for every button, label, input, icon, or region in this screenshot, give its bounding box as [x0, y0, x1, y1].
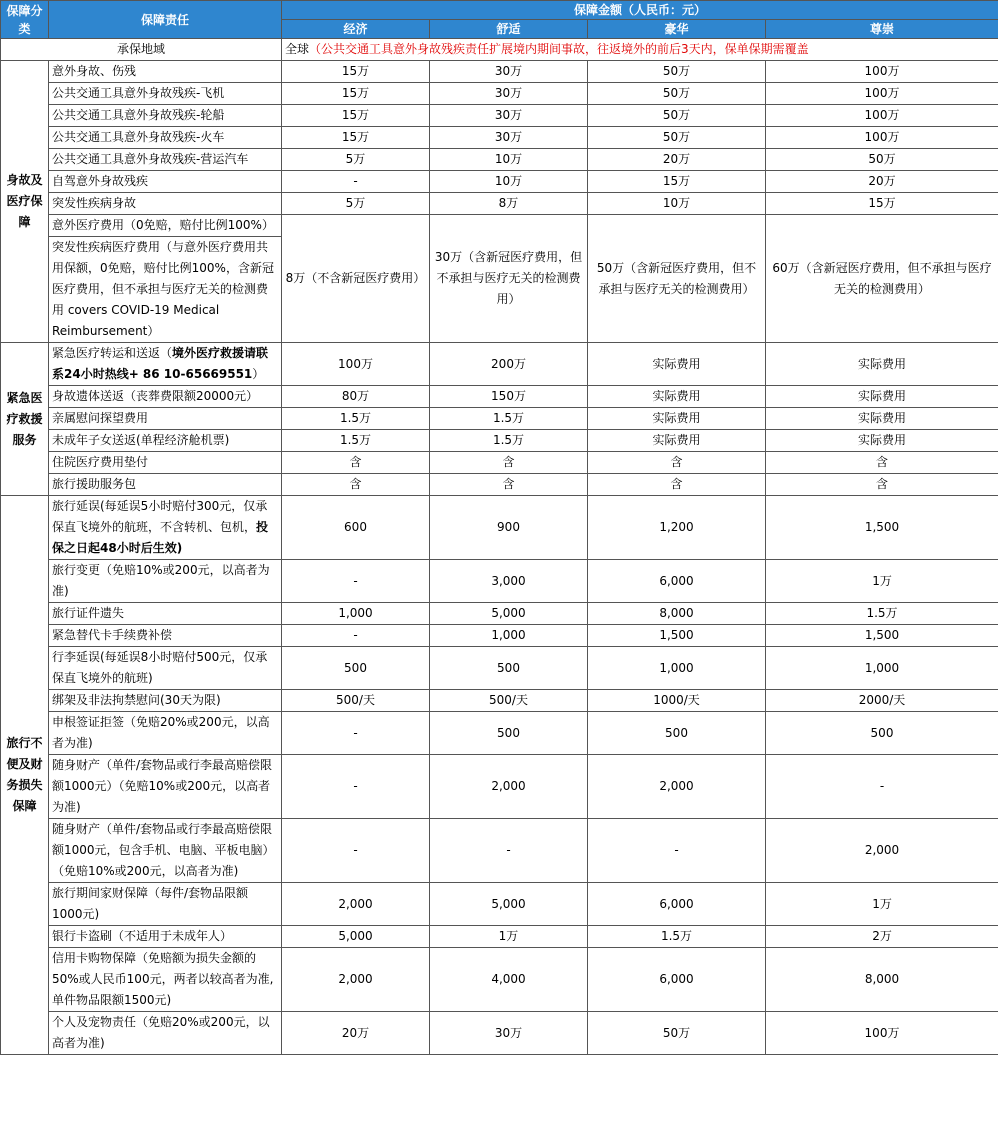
cell-luxury: 20万: [588, 149, 766, 171]
cell-comfort: 30万: [430, 127, 588, 149]
cell-luxury: 50万（含新冠医疗费用，但不承担与医疗无关的检测费用）: [588, 215, 766, 343]
cell-luxury: 50万: [588, 105, 766, 127]
table-row: [1, 625, 998, 647]
cell-comfort: 500: [430, 712, 588, 755]
table-row: [1, 193, 998, 215]
cell-supreme: 实际费用: [766, 386, 998, 408]
cell-supreme: 100万: [766, 1012, 998, 1055]
cell-luxury: 6,000: [588, 948, 766, 1012]
cell-supreme: 1,500: [766, 625, 998, 647]
cell-comfort: 30万: [430, 1012, 588, 1055]
table-row: [1, 171, 998, 193]
row-desc: 旅行证件遗失: [49, 603, 282, 625]
row-desc: 意外医疗费用（0免赔，赔付比例100%）: [49, 215, 282, 237]
cell-supreme: 8,000: [766, 948, 998, 1012]
row-desc: 意外身故、伤残: [49, 61, 282, 83]
cell-supreme: 20万: [766, 171, 998, 193]
cell-luxury: 实际费用: [588, 343, 766, 386]
header-category: 保障分类: [1, 1, 49, 39]
cell-economy: 2,000: [282, 948, 430, 1012]
category-travel-inconvenience: 旅行不便及财务损失保障: [1, 496, 49, 1055]
cell-economy: 含: [282, 474, 430, 496]
row-desc: 旅行期间家财保障（每件/套物品限额1000元): [49, 883, 282, 926]
cell-comfort: 含: [430, 474, 588, 496]
row-desc: [49, 496, 282, 560]
cell-supreme: 2万: [766, 926, 998, 948]
cell-supreme: 100万: [766, 127, 998, 149]
row-desc: 行李延误(每延误8小时赔付500元，仅承保直飞境外的航班): [49, 647, 282, 690]
cell-comfort: -: [430, 819, 588, 883]
table-row: [1, 755, 998, 819]
table-row: [1, 149, 998, 171]
row-desc: 公共交通工具意外身故残疾-飞机: [49, 83, 282, 105]
cell-economy: 1.5万: [282, 430, 430, 452]
cell-supreme: 50万: [766, 149, 998, 171]
table-row: [1, 603, 998, 625]
table-row: [1, 127, 998, 149]
table-row: [1, 712, 998, 755]
cell-supreme: 1,500: [766, 496, 998, 560]
row-desc: 突发性疾病医疗费用（与意外医疗费用共用保额，0免赔，赔付比例100%，含新冠医疗费用，但不承担与医疗无关的检测费用 covers COVID-19 Medical Reimbursement）: [49, 237, 282, 343]
cell-supreme: -: [766, 755, 998, 819]
cell-economy: 15万: [282, 61, 430, 83]
region-note: （公共交通工具意外身故残疾责任扩展境内期间事故，往返境外的前后3天内，保单保期需覆盖: [309, 42, 809, 56]
cell-luxury: 含: [588, 452, 766, 474]
cell-luxury: 15万: [588, 171, 766, 193]
table-row: [1, 819, 998, 883]
cell-economy: 2,000: [282, 883, 430, 926]
cell-supreme: 1,000: [766, 647, 998, 690]
cell-comfort: 30万（含新冠医疗费用，但不承担与医疗无关的检测费用）: [430, 215, 588, 343]
cell-supreme: 500: [766, 712, 998, 755]
cell-comfort: 200万: [430, 343, 588, 386]
cell-economy: 1.5万: [282, 408, 430, 430]
cell-comfort: 10万: [430, 171, 588, 193]
table-row: [1, 560, 998, 603]
cell-supreme: 1万: [766, 883, 998, 926]
table-row: [1, 926, 998, 948]
row-desc: 信用卡购物保障（免赔额为损失金额的50%或人民币100元，两者以较高者为准,单件物品限额1500元): [49, 948, 282, 1012]
row-desc-end: ）: [252, 367, 265, 381]
cell-luxury: -: [588, 819, 766, 883]
row-desc: 突发性疾病身故: [49, 193, 282, 215]
row-desc-text: 紧急医疗转运和送返（: [52, 346, 173, 360]
row-desc: 紧急替代卡手续费补偿: [49, 625, 282, 647]
table-row: [1, 496, 998, 560]
cell-comfort: 1.5万: [430, 408, 588, 430]
region-value: [282, 39, 998, 61]
row-desc: 公共交通工具意外身故残疾-营运汽车: [49, 149, 282, 171]
region-row: [1, 39, 998, 61]
table-row: [1, 215, 998, 237]
cell-comfort: 1.5万: [430, 430, 588, 452]
cell-economy: 5,000: [282, 926, 430, 948]
cell-comfort: 5,000: [430, 883, 588, 926]
table-row: [1, 105, 998, 127]
header-plan-economy: 经济: [282, 20, 430, 39]
cell-luxury: 50万: [588, 61, 766, 83]
table-row: [1, 647, 998, 690]
cell-supreme: 1万: [766, 560, 998, 603]
header-plan-luxury: 豪华: [588, 20, 766, 39]
row-desc: 自驾意外身故残疾: [49, 171, 282, 193]
table-row: [1, 690, 998, 712]
table-row: [1, 1012, 998, 1055]
cell-supreme: 100万: [766, 61, 998, 83]
cell-supreme: 含: [766, 452, 998, 474]
row-desc: 随身财产（单件/套物品或行李最高赔偿限额1000元，包含手机、电脑、平板电脑）（免赔10%或200元，以高者为准): [49, 819, 282, 883]
cell-luxury: 1,000: [588, 647, 766, 690]
cell-luxury: 1,200: [588, 496, 766, 560]
hotline-text: 境外医疗救援请联系24小时热线+ 86 10-65669551: [52, 346, 269, 381]
cell-economy: 15万: [282, 83, 430, 105]
row-desc-bold: 投保之日起48小时后生效): [52, 520, 269, 555]
cell-supreme: 15万: [766, 193, 998, 215]
table-row: [1, 386, 998, 408]
cell-supreme: 实际费用: [766, 408, 998, 430]
cell-economy: -: [282, 560, 430, 603]
row-desc: 未成年子女送返(单程经济舱机票): [49, 430, 282, 452]
cell-supreme: 60万（含新冠医疗费用，但不承担与医疗无关的检测费用）: [766, 215, 998, 343]
row-desc: 公共交通工具意外身故残疾-火车: [49, 127, 282, 149]
cell-economy: -: [282, 712, 430, 755]
row-desc: 身故遗体送返（丧葬费限额20000元）: [49, 386, 282, 408]
table-row: [1, 343, 998, 386]
table-row: [1, 948, 998, 1012]
table-row: [1, 83, 998, 105]
row-desc: 住院医疗费用垫付: [49, 452, 282, 474]
category-death-medical: 身故及医疗保障: [1, 61, 49, 343]
cell-supreme: 100万: [766, 83, 998, 105]
cell-economy: 含: [282, 452, 430, 474]
table-row: [1, 452, 998, 474]
row-desc: 绑架及非法拘禁慰问(30天为限): [49, 690, 282, 712]
cell-comfort: 含: [430, 452, 588, 474]
cell-economy: -: [282, 819, 430, 883]
cell-luxury: 8,000: [588, 603, 766, 625]
cell-supreme: 2000/天: [766, 690, 998, 712]
cell-economy: 1,000: [282, 603, 430, 625]
cell-luxury: 1000/天: [588, 690, 766, 712]
table-row: [1, 408, 998, 430]
cell-economy: -: [282, 625, 430, 647]
cell-comfort: 150万: [430, 386, 588, 408]
cell-economy: 20万: [282, 1012, 430, 1055]
cell-luxury: 1.5万: [588, 926, 766, 948]
cell-economy: 5万: [282, 149, 430, 171]
cell-comfort: 30万: [430, 105, 588, 127]
row-desc: 旅行变更（免赔10%或200元，以高者为准): [49, 560, 282, 603]
row-desc: 旅行援助服务包: [49, 474, 282, 496]
cell-economy: 500: [282, 647, 430, 690]
table-row: [1, 61, 998, 83]
cell-economy: 80万: [282, 386, 430, 408]
cell-luxury: 2,000: [588, 755, 766, 819]
cell-economy: 8万（不含新冠医疗费用）: [282, 215, 430, 343]
table-row: [1, 430, 998, 452]
cell-comfort: 3,000: [430, 560, 588, 603]
row-desc: 申根签证拒签（免赔20%或200元，以高者为准): [49, 712, 282, 755]
region-prefix: 全球: [285, 42, 310, 56]
cell-supreme: 1.5万: [766, 603, 998, 625]
cell-economy: 500/天: [282, 690, 430, 712]
cell-supreme: 100万: [766, 105, 998, 127]
cell-economy: -: [282, 755, 430, 819]
row-desc: 个人及宠物责任（免赔20%或200元，以高者为准): [49, 1012, 282, 1055]
header-plan-comfort: 舒适: [430, 20, 588, 39]
cell-comfort: 900: [430, 496, 588, 560]
row-desc: [49, 343, 282, 386]
cell-luxury: 6,000: [588, 883, 766, 926]
cell-comfort: 500: [430, 647, 588, 690]
cell-luxury: 实际费用: [588, 386, 766, 408]
region-label: 承保地域: [1, 39, 282, 61]
cell-luxury: 500: [588, 712, 766, 755]
category-emergency-rescue: 紧急医疗救援服务: [1, 343, 49, 496]
cell-economy: 15万: [282, 127, 430, 149]
header-amount: 保障金额（人民币：元）: [282, 1, 998, 20]
cell-luxury: 1,500: [588, 625, 766, 647]
table-row: [1, 883, 998, 926]
cell-luxury: 50万: [588, 1012, 766, 1055]
cell-economy: 100万: [282, 343, 430, 386]
cell-economy: 5万: [282, 193, 430, 215]
cell-comfort: 4,000: [430, 948, 588, 1012]
cell-luxury: 实际费用: [588, 430, 766, 452]
table-row: [1, 474, 998, 496]
cell-luxury: 实际费用: [588, 408, 766, 430]
cell-luxury: 10万: [588, 193, 766, 215]
cell-luxury: 50万: [588, 83, 766, 105]
row-desc-text: 旅行延误(每延误5小时赔付300元，仅承保直飞境外的航班，不含转机、包机，: [52, 499, 268, 534]
cell-supreme: 实际费用: [766, 343, 998, 386]
cell-comfort: 2,000: [430, 755, 588, 819]
cell-economy: -: [282, 171, 430, 193]
cell-comfort: 1万: [430, 926, 588, 948]
row-desc: 公共交通工具意外身故残疾-轮船: [49, 105, 282, 127]
cell-comfort: 5,000: [430, 603, 588, 625]
cell-luxury: 50万: [588, 127, 766, 149]
cell-comfort: 10万: [430, 149, 588, 171]
cell-comfort: 500/天: [430, 690, 588, 712]
row-desc: 随身财产（单件/套物品或行李最高赔偿限额1000元）（免赔10%或200元，以高者为准): [49, 755, 282, 819]
cell-supreme: 含: [766, 474, 998, 496]
cell-comfort: 30万: [430, 83, 588, 105]
row-desc: 银行卡盗刷（不适用于未成年人）: [49, 926, 282, 948]
cell-comfort: 8万: [430, 193, 588, 215]
cell-supreme: 实际费用: [766, 430, 998, 452]
cell-economy: 15万: [282, 105, 430, 127]
header-liability: 保障责任: [49, 1, 282, 39]
cell-luxury: 含: [588, 474, 766, 496]
cell-comfort: 1,000: [430, 625, 588, 647]
cell-supreme: 2,000: [766, 819, 998, 883]
header-plan-supreme: 尊崇: [766, 20, 998, 39]
cell-comfort: 30万: [430, 61, 588, 83]
header-row-1: [1, 1, 998, 20]
row-desc: 亲属慰问探望费用: [49, 408, 282, 430]
cell-economy: 600: [282, 496, 430, 560]
cell-luxury: 6,000: [588, 560, 766, 603]
